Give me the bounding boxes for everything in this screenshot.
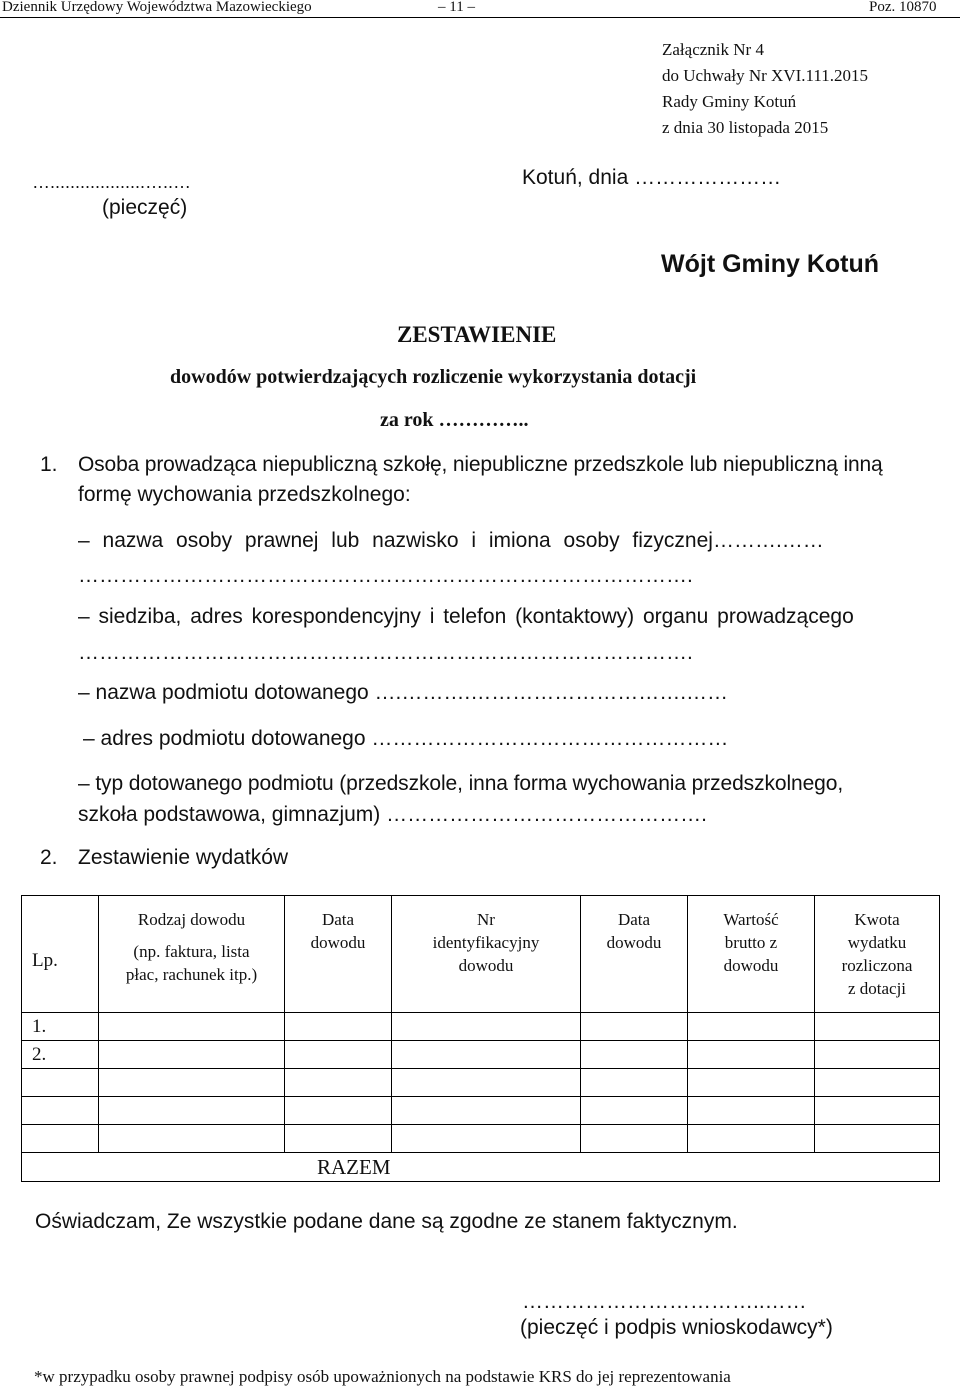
field-seat-line-1: – siedziba, adres korespondencyjny i telefon (kontaktowy) organu prowadzącego — [78, 605, 854, 628]
signature-dots: ……………………………..…… — [522, 1290, 807, 1313]
col-subsidy-amount — [815, 896, 940, 1013]
col-gross-value-line-1: Wartość — [723, 910, 779, 929]
doc-subtitle: dowodów potwierdzających rozliczenie wykorzystania dotacji — [170, 366, 697, 388]
table-cell[interactable] — [581, 1013, 688, 1041]
annex-line-2: do Uchwały Nr XVI.111.2015 — [662, 66, 869, 85]
field-seat-line-2: ……………………………………………………………………………. — [78, 641, 693, 664]
annex-line-3: Rady Gminy Kotuń — [662, 92, 797, 111]
total-row — [22, 1153, 940, 1182]
field-type-line-2: szkoła podstawowa, gimnazjum) ………………………………………. — [78, 803, 707, 826]
col-doc-id-line-1: Nr — [477, 910, 495, 929]
table-cell[interactable] — [392, 1097, 581, 1125]
col-gross-value-line-3: dowodu — [723, 956, 779, 975]
col-doc-type-line-3: płac, rachunek itp.) — [125, 965, 258, 984]
col-doc-type-line-2: (np. faktura, lista — [133, 942, 250, 961]
row-number: 1. — [32, 1015, 47, 1037]
col-doc-id-line-3: dowodu — [458, 956, 514, 975]
table-row — [22, 1013, 940, 1041]
total-cell — [22, 1153, 940, 1182]
col-lp-label: Lp. — [32, 949, 58, 971]
col-subsidy-amount-line-2: wydatku — [847, 933, 907, 952]
section1-text-1: Osoba prowadząca niepubliczną szkołę, niepubliczne przedszkole lub niepubliczną inną — [78, 453, 883, 476]
col-doc-type-line-1: Rodzaj dowodu — [137, 910, 246, 929]
col-doc-type — [99, 896, 285, 1013]
table-cell[interactable] — [285, 1069, 392, 1097]
row-number: 2. — [32, 1043, 47, 1065]
table-cell[interactable] — [392, 1041, 581, 1069]
doc-year: za rok ………….. — [380, 409, 529, 431]
col-subsidy-amount-line-1: Kwota — [854, 910, 900, 929]
table-cell[interactable] — [815, 1013, 940, 1041]
header-rule — [0, 17, 960, 18]
table-cell[interactable] — [285, 1013, 392, 1041]
total-label: RAZEM — [317, 1155, 391, 1179]
annex-line-1: Załącznik Nr 4 — [662, 40, 764, 59]
table-row — [22, 1041, 940, 1069]
col-gross-value-line-2: brutto z — [724, 933, 778, 952]
col-doc-date-2 — [581, 896, 688, 1013]
table-cell[interactable] — [99, 1097, 285, 1125]
doc-title: ZESTAWIENIE — [397, 322, 557, 347]
table-row — [22, 1069, 940, 1097]
table-cell[interactable] — [688, 1013, 815, 1041]
row-number-cell — [22, 1069, 99, 1097]
table-cell[interactable] — [581, 1041, 688, 1069]
table-cell[interactable] — [815, 1125, 940, 1153]
col-gross-value — [688, 896, 815, 1013]
col-doc-date-2-line-1: Data — [617, 910, 651, 929]
table-row — [22, 1125, 940, 1153]
annex-line-4: z dnia 30 listopada 2015 — [662, 118, 829, 137]
section2-title: Zestawienie wydatków — [78, 846, 289, 869]
table-cell[interactable] — [392, 1125, 581, 1153]
table-cell[interactable] — [285, 1097, 392, 1125]
table-cell[interactable] — [285, 1041, 392, 1069]
table-row — [22, 1097, 940, 1125]
table-header-row — [22, 896, 940, 1013]
section2-number: 2. — [40, 846, 58, 869]
expenses-table — [21, 895, 940, 1182]
table-cell[interactable] — [688, 1069, 815, 1097]
place-date: Kotuń, dnia ………………… — [522, 166, 782, 189]
signature-label: (pieczęć i podpis wnioskodawcy*) — [520, 1316, 833, 1339]
position-number: Poz. 10870 — [869, 0, 937, 15]
col-subsidy-amount-line-4: z dotacji — [847, 979, 907, 998]
table-cell[interactable] — [815, 1069, 940, 1097]
table-cell[interactable] — [688, 1041, 815, 1069]
field-type-line-1: – typ dotowanego podmiotu (przedszkole, inna forma wychowania przedszkolnego, — [78, 772, 844, 795]
row-number-cell — [22, 1041, 99, 1069]
row-number-cell — [22, 1125, 99, 1153]
table-cell[interactable] — [815, 1097, 940, 1125]
journal-title: Dziennik Urzędowy Województwa Mazowieckiego — [2, 0, 312, 15]
row-number-cell — [22, 1097, 99, 1125]
table-cell[interactable] — [688, 1125, 815, 1153]
col-doc-date-line-1: Data — [321, 910, 355, 929]
col-doc-date — [285, 896, 392, 1013]
field-name-line-1: – nazwa osoby prawnej lub nazwisko i imiona osoby fizycznej……….…… — [78, 529, 824, 552]
section1-number: 1. — [40, 453, 58, 476]
col-doc-id-line-2: identyfikacyjny — [432, 933, 540, 952]
col-lp — [22, 896, 99, 1013]
table-cell[interactable] — [392, 1069, 581, 1097]
table-cell[interactable] — [581, 1125, 688, 1153]
stamp-label: (pieczęć) — [102, 196, 188, 219]
addressee: Wójt Gminy Kotuń — [661, 250, 880, 278]
table-cell[interactable] — [285, 1125, 392, 1153]
col-doc-date-line-2: dowodu — [310, 933, 366, 952]
field-entity-address: – adres podmiotu dotowanego …………………………………………… — [83, 727, 729, 750]
table-cell[interactable] — [99, 1013, 285, 1041]
field-name-line-2: ……………………………………………………………………………. — [78, 564, 693, 587]
statement: Oświadczam, Ze wszystkie podane dane są zgodne ze stanem faktycznym. — [35, 1210, 738, 1233]
row-number-cell — [22, 1013, 99, 1041]
table-cell[interactable] — [99, 1069, 285, 1097]
col-subsidy-amount-line-3: rozliczona — [841, 956, 913, 975]
col-doc-id — [392, 896, 581, 1013]
table-cell[interactable] — [581, 1069, 688, 1097]
table-cell[interactable] — [581, 1097, 688, 1125]
stamp-dots: …...................…..… — [32, 172, 192, 192]
table-cell[interactable] — [99, 1125, 285, 1153]
table-cell[interactable] — [392, 1013, 581, 1041]
field-entity-name: – nazwa podmiotu dotowanego ….……….………………………….…… — [78, 681, 729, 704]
col-doc-date-2-line-2: dowodu — [606, 933, 662, 952]
section1-text-2: formę wychowania przedszkolnego: — [78, 483, 411, 506]
table-cell[interactable] — [99, 1041, 285, 1069]
table-cell[interactable] — [688, 1097, 815, 1125]
page-number: – 11 – — [438, 0, 475, 15]
footnote: *w przypadku osoby prawnej podpisy osób upoważnionych na podstawie KRS do jej reprezentowania — [34, 1367, 731, 1386]
table-cell[interactable] — [815, 1041, 940, 1069]
